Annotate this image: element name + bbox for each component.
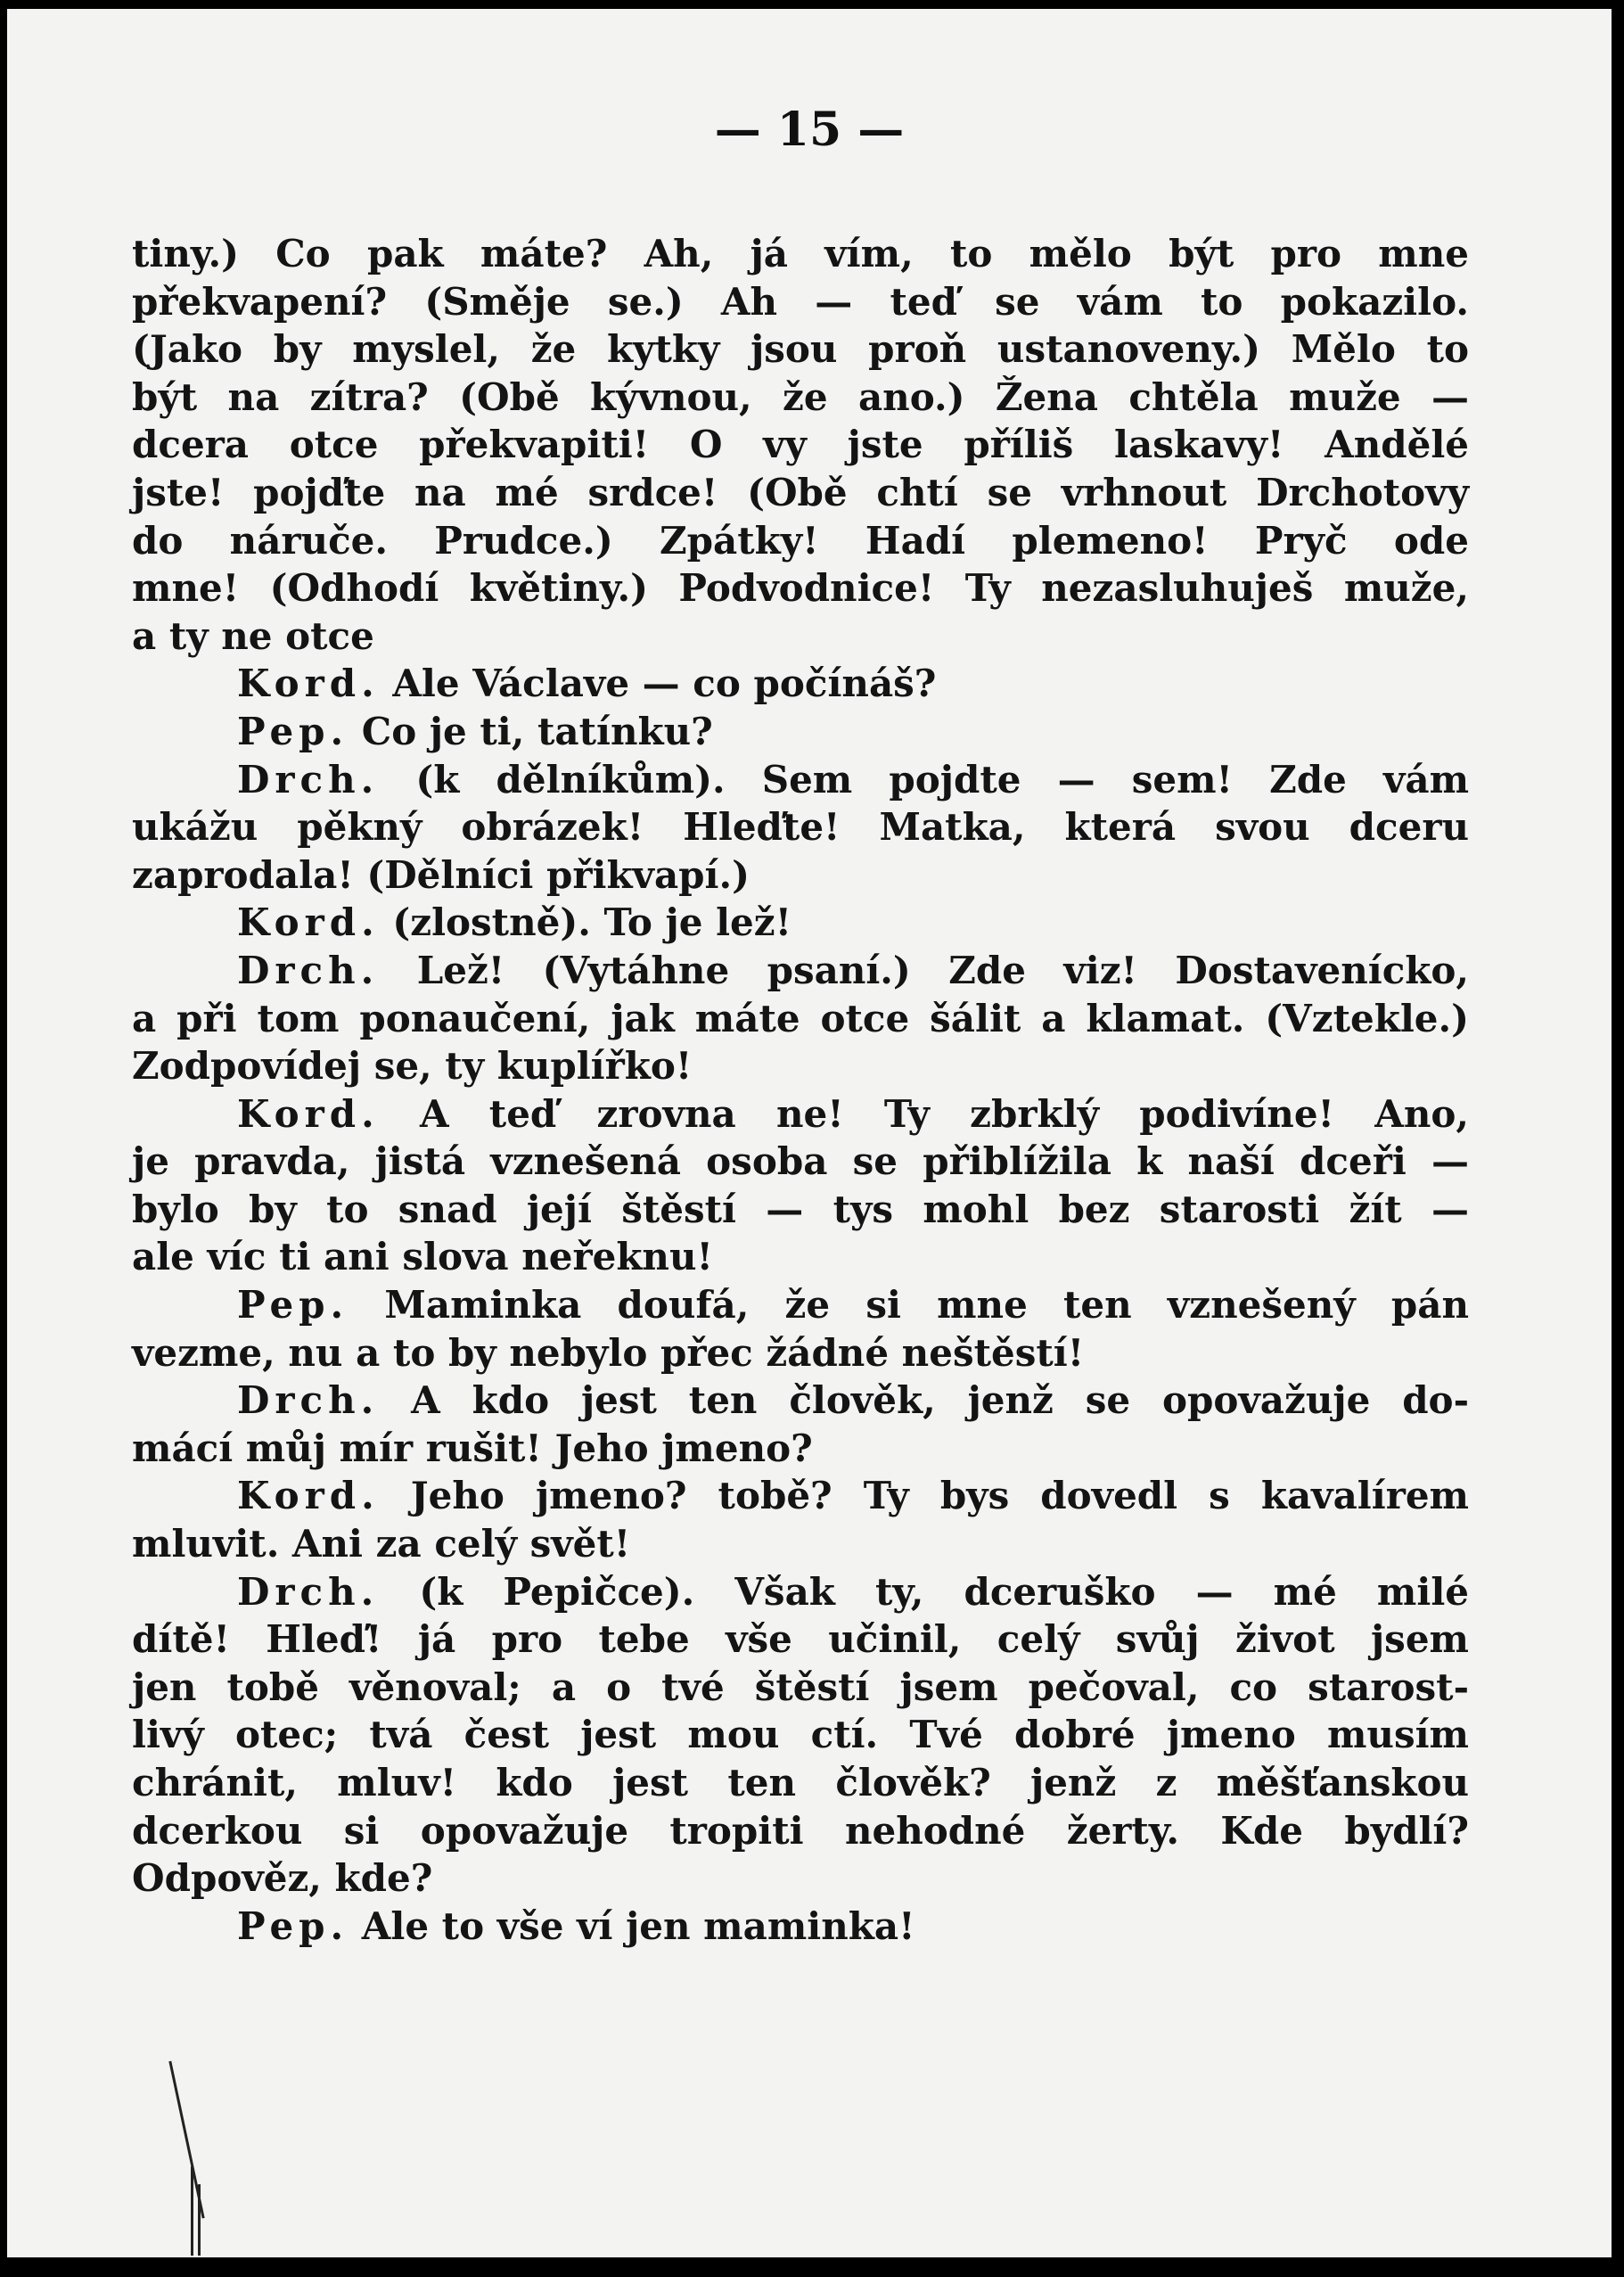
line-text: překvapení? (Směje se.) Ah — teď se vám to pokazilo. xyxy=(132,279,1469,324)
text-line xyxy=(132,756,1469,804)
line-text: A teď zrovna ne! Ty zbrklý podivíne! Ano, xyxy=(419,1091,1469,1136)
line-text: (zlostně). To je lež! xyxy=(392,900,792,945)
text-line xyxy=(132,899,1469,947)
text-line xyxy=(132,1807,1469,1855)
text-line xyxy=(132,1903,1469,1951)
text-line xyxy=(132,1042,1469,1090)
line-text: bylo by to snad její štěstí — tys mohl bez starosti žít — xyxy=(132,1187,1469,1231)
line-text: Ale Václave — co počínáš? xyxy=(392,662,937,706)
text-line xyxy=(132,564,1469,612)
text-line xyxy=(132,660,1469,708)
line-text: zaprodala! (Dělníci přikvapí.) xyxy=(132,852,750,897)
text-line xyxy=(132,1759,1469,1807)
book-page xyxy=(7,9,1612,2257)
speaker-name: Drch. xyxy=(237,948,380,992)
line-text: tiny.) Co pak máte? Ah, já vím, to mělo být pro mne xyxy=(132,232,1469,275)
text-line xyxy=(132,1711,1469,1759)
line-text: livý otec; tvá čest jest mou ctí. Tvé dobré jmeno musím xyxy=(132,1713,1469,1757)
speaker-name: Pep. xyxy=(237,709,349,753)
text-line xyxy=(132,469,1469,517)
text-line xyxy=(132,1281,1469,1329)
line-text: být na zítra? (Obě kývnou, že ano.) Žena chtěla muže — xyxy=(132,374,1469,419)
text-line xyxy=(132,1138,1469,1186)
speaker-name: Kord. xyxy=(237,1091,380,1136)
text-line xyxy=(132,374,1469,422)
text-line xyxy=(132,421,1469,469)
text-line xyxy=(132,851,1469,900)
text-line xyxy=(132,230,1469,278)
line-text: dítě! Hleď! já pro tebe vše učinil, celý svůj život jsem xyxy=(132,1617,1469,1662)
text-line xyxy=(132,1615,1469,1664)
text-line xyxy=(132,1472,1469,1520)
line-text: mne! (Odhodí květiny.) Podvodnice! Ty nezasluhuješ muže, xyxy=(132,566,1469,611)
text-line xyxy=(132,1186,1469,1234)
speaker-name: Drch. xyxy=(237,757,380,801)
line-text: mluvit. Ani za celý svět! xyxy=(132,1522,631,1566)
text-line xyxy=(132,612,1469,661)
text-line xyxy=(132,1520,1469,1568)
speaker-name: Kord. xyxy=(237,900,380,945)
speaker-name: Drch. xyxy=(237,1569,380,1614)
speaker-name: Drch. xyxy=(237,1378,380,1423)
page-number: — 15 — xyxy=(714,103,905,157)
text-line xyxy=(132,1090,1469,1138)
line-text: (Jako by myslel, že kytky jsou proň ustanoveny.) Mělo to xyxy=(132,327,1469,372)
line-text: do náruče. Prudce.) Zpátky! Hadí plemeno! Pryč ode xyxy=(132,518,1469,563)
line-text: Maminka doufá, že si mne ten vznešený pán xyxy=(384,1283,1470,1328)
text-line xyxy=(132,995,1469,1043)
line-text: dcera otce překvapiti! O vy jste příliš laskavy! Andělé xyxy=(132,423,1469,467)
text-line xyxy=(132,1664,1469,1712)
margin-stroke xyxy=(191,2166,193,2256)
line-text: Co je ti, tatínku? xyxy=(361,709,713,753)
margin-stroke xyxy=(198,2184,201,2256)
speaker-name: Kord. xyxy=(237,1474,380,1518)
line-text: a ty ne otce xyxy=(132,613,374,658)
text-line xyxy=(132,947,1469,995)
line-text: jste! pojďte na mé srdce! (Obě chtí se vrhnout Drchotovy xyxy=(132,470,1469,514)
line-text: a při tom ponaučení, jak máte otce šálit a klamat. (Vztekle.) xyxy=(132,996,1469,1040)
line-text: vezme, nu a to by nebylo přec žádné neštěstí! xyxy=(132,1330,1085,1375)
line-text: (k dělníkům). Sem pojdte — sem! Zde vám xyxy=(415,757,1470,801)
line-text: Ale to vše ví jen maminka! xyxy=(361,1903,915,1948)
line-text: Lež! (Vytáhne psaní.) Zde viz! Dostavenícko, xyxy=(416,948,1470,992)
line-text: dcerkou si opovažuje tropiti nehodné žerty. Kde bydlí? xyxy=(132,1808,1469,1853)
text-line xyxy=(132,1568,1469,1616)
body-text xyxy=(132,230,1469,1950)
text-line xyxy=(132,278,1469,326)
speaker-name: Pep. xyxy=(237,1903,349,1948)
line-text: je pravda, jistá vznešená osoba se přiblížila k naší dceři — xyxy=(132,1139,1469,1184)
text-line xyxy=(132,1329,1469,1377)
line-text: (k Pepičce). Však ty, dceruško — mé milé xyxy=(419,1569,1469,1614)
line-text: Zodpovídej se, ty kuplířko! xyxy=(132,1044,693,1089)
line-text: jen tobě věnoval; a o tvé štěstí jsem pečoval, co starost- xyxy=(132,1665,1469,1709)
speaker-name: Pep. xyxy=(237,1283,349,1328)
line-text: mácí můj mír rušit! Jeho jmeno? xyxy=(132,1426,813,1470)
text-line xyxy=(132,1854,1469,1903)
speaker-name: Kord. xyxy=(237,662,380,706)
text-line xyxy=(132,1233,1469,1281)
text-line xyxy=(132,325,1469,374)
text-line xyxy=(132,517,1469,565)
text-line xyxy=(132,1377,1469,1425)
text-line xyxy=(132,708,1469,756)
text-line xyxy=(132,1425,1469,1473)
line-text: ukážu pěkný obrázek! Hleďte! Matka, která svou dceru xyxy=(132,805,1469,850)
line-text: chránit, mluv! kdo jest ten člověk? jenž z měšťanskou xyxy=(132,1761,1469,1804)
line-text: ale víc ti ani slova neřeknu! xyxy=(132,1235,713,1279)
line-text: Jeho jmeno? tobě? Ty bys dovedl s kavalírem xyxy=(410,1474,1469,1518)
text-line xyxy=(132,803,1469,851)
line-text: Odpověz, kde? xyxy=(132,1856,433,1901)
line-text: A kdo jest ten člověk, jenž se opovažuje do- xyxy=(411,1378,1470,1423)
